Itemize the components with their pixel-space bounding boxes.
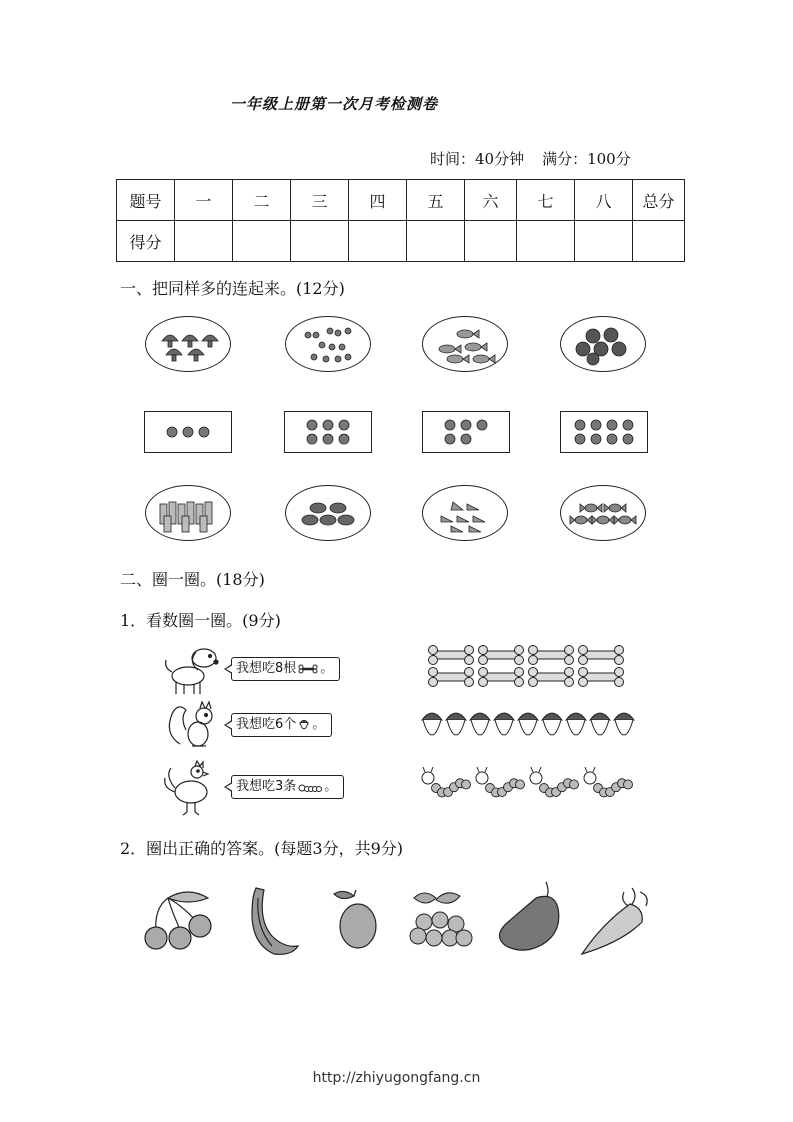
dot: [575, 434, 585, 444]
caterpillars-group[interactable]: [420, 766, 640, 808]
header-cell: 五: [407, 180, 465, 221]
dot: [183, 427, 193, 437]
dog-icon: [162, 642, 222, 698]
acorn[interactable]: [494, 713, 514, 735]
dot-box-8[interactable]: [560, 411, 648, 453]
header-cell: 题号: [117, 180, 175, 221]
acorn[interactable]: [422, 713, 442, 735]
header-cell: 二: [233, 180, 291, 221]
bone[interactable]: [529, 668, 574, 687]
dot: [623, 434, 633, 444]
oval-bottles[interactable]: [145, 485, 231, 541]
bone[interactable]: [479, 668, 524, 687]
dot: [575, 420, 585, 430]
bottle-icon: [146, 486, 232, 542]
score-table: [116, 179, 685, 262]
mushroom-icon: [146, 317, 232, 373]
oval-cherries[interactable]: [285, 316, 371, 372]
dots-icon: [561, 412, 647, 452]
score-table-header-row: [117, 180, 685, 221]
eggplant-icon[interactable]: [496, 880, 562, 952]
section1-heading: 一、把同样多的连起来。(12分): [120, 279, 345, 298]
acorn[interactable]: [470, 713, 490, 735]
acorns-group[interactable]: [420, 708, 640, 748]
banana-icon[interactable]: [242, 884, 302, 958]
dot-box-6[interactable]: [284, 411, 372, 453]
caterpillar[interactable]: [476, 767, 525, 797]
oval-bread[interactable]: [285, 485, 371, 541]
radish-icon[interactable]: [580, 884, 656, 956]
dot: [323, 420, 333, 430]
cherry-icon: [286, 317, 372, 373]
acorn-icon: [298, 718, 310, 732]
dot: [307, 420, 317, 430]
section2-heading: 二、圈一圈。(18分): [120, 570, 265, 589]
dot: [445, 420, 455, 430]
dots-icon: [423, 412, 509, 452]
bone[interactable]: [429, 646, 474, 665]
acorn[interactable]: [542, 713, 562, 735]
dot: [199, 427, 209, 437]
bone[interactable]: [529, 646, 574, 665]
acorn[interactable]: [446, 713, 466, 735]
fish-icon: [423, 317, 509, 373]
squirrel-request-text: 我想吃6个: [236, 717, 297, 732]
dot: [339, 434, 349, 444]
score-label-cell: 得分: [117, 221, 175, 262]
oval-candies[interactable]: [560, 485, 646, 541]
dog-request-text: 我想吃8根: [236, 661, 297, 676]
exam-info: [430, 148, 631, 169]
page-title: 一年级上册第一次月考检测卷: [230, 95, 439, 113]
bread-icon: [286, 486, 372, 542]
bone[interactable]: [579, 668, 624, 687]
dot: [623, 420, 633, 430]
acorn[interactable]: [614, 713, 634, 735]
bone[interactable]: [579, 646, 624, 665]
dot: [307, 434, 317, 444]
dot-box-3[interactable]: [144, 411, 232, 453]
caterpillar[interactable]: [530, 767, 579, 797]
score-table-score-row: [117, 221, 685, 262]
oval-mushrooms[interactable]: [145, 316, 231, 372]
dot: [607, 434, 617, 444]
score-cell[interactable]: [633, 221, 685, 262]
score-cell[interactable]: [175, 221, 233, 262]
squirrel-request-end: 。: [312, 717, 326, 732]
dot: [445, 434, 455, 444]
dots-icon: [145, 412, 231, 452]
score-cell[interactable]: [575, 221, 633, 262]
squirrel-icon: [162, 700, 222, 750]
header-cell: 四: [349, 180, 407, 221]
oval-fish[interactable]: [422, 316, 508, 372]
q2-heading: 2．圈出正确的答案。(每题3分，共9分): [120, 839, 404, 858]
q1-heading: 1．看数圈一圈。(9分): [120, 611, 281, 630]
header-cell: 七: [517, 180, 575, 221]
time-label: 时间：40分钟: [430, 150, 525, 168]
oval-apples[interactable]: [560, 316, 646, 372]
dot: [607, 420, 617, 430]
bone[interactable]: [429, 668, 474, 687]
dot: [461, 420, 471, 430]
score-cell[interactable]: [517, 221, 575, 262]
full-marks-label: 满分：100分: [542, 150, 631, 168]
dot: [339, 420, 349, 430]
caterpillar[interactable]: [584, 767, 633, 797]
dot-box-5[interactable]: [422, 411, 510, 453]
acorn[interactable]: [566, 713, 586, 735]
rooster-request-text: 我想吃3条: [236, 779, 297, 794]
grapes-icon[interactable]: [404, 884, 478, 952]
squirrel-speech-bubble: [231, 713, 332, 737]
cherries-icon[interactable]: [140, 884, 216, 954]
rooster-speech-bubble: [231, 775, 344, 799]
apple-icon: [561, 317, 647, 373]
cake-icon: [423, 486, 509, 542]
header-cell: 六: [465, 180, 517, 221]
acorn[interactable]: [518, 713, 538, 735]
dot: [591, 420, 601, 430]
bone[interactable]: [479, 646, 524, 665]
acorn[interactable]: [590, 713, 610, 735]
dog-speech-bubble: [231, 657, 340, 681]
dot: [461, 434, 471, 444]
header-cell: 一: [175, 180, 233, 221]
score-cell[interactable]: [291, 221, 349, 262]
header-cell: 总分: [633, 180, 685, 221]
caterpillar[interactable]: [422, 767, 471, 797]
score-cell[interactable]: [233, 221, 291, 262]
oval-cakes[interactable]: [422, 485, 508, 541]
bone-icon: [298, 664, 318, 674]
candy-icon: [561, 486, 647, 542]
dot: [591, 434, 601, 444]
footer-url[interactable]: http://zhiyugongfang.cn: [312, 1070, 481, 1086]
rooster-icon: [163, 760, 219, 818]
score-cell[interactable]: [407, 221, 465, 262]
dog-request-end: 。: [320, 661, 334, 676]
score-cell[interactable]: [465, 221, 517, 262]
score-cell[interactable]: [349, 221, 407, 262]
dot: [323, 434, 333, 444]
rooster-request-end: 。: [324, 779, 338, 794]
dot: [477, 420, 487, 430]
dot: [167, 427, 177, 437]
dots-icon: [285, 412, 371, 452]
header-cell: 三: [291, 180, 349, 221]
header-cell: 八: [575, 180, 633, 221]
orange-icon[interactable]: [328, 886, 384, 956]
caterpillar-icon: [298, 781, 322, 793]
bones-group[interactable]: [428, 645, 628, 689]
